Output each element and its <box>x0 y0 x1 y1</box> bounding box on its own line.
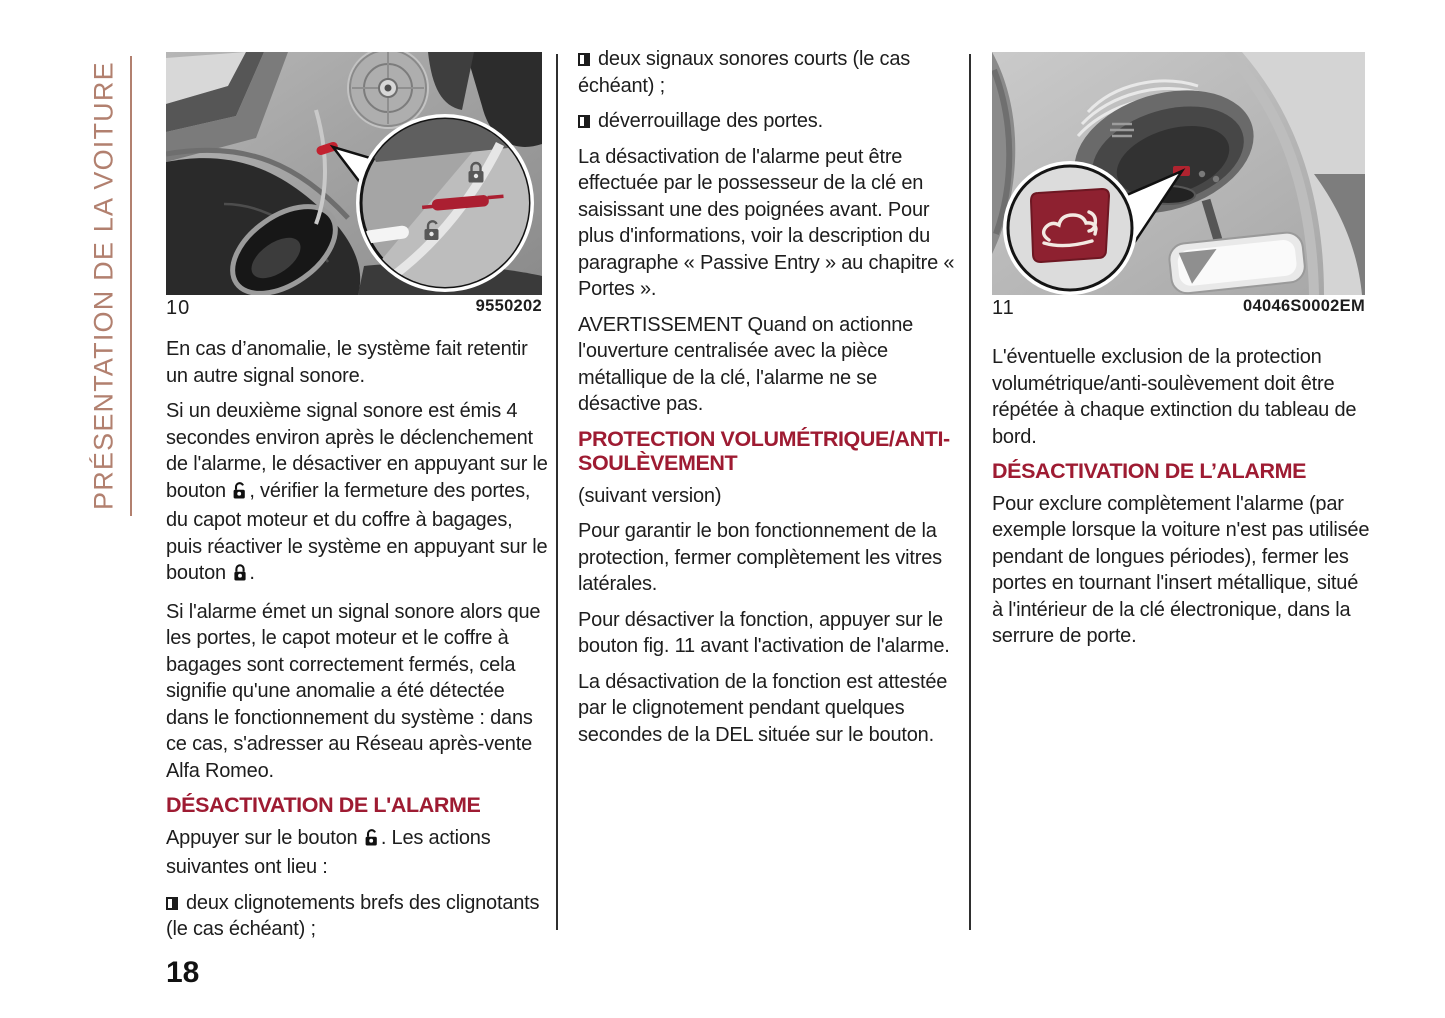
square-bullet-icon <box>166 897 178 910</box>
paragraph-text: La désactivation de la fonction est attestée par le clignotement pendant quelques secondes de la DEL située sur le bouton. <box>578 670 948 746</box>
paragraph-text: AVERTISSEMENT Quand on actionne l'ouverture centralisée avec la pièce métallique de la clé, l'alarme ne se désactive pas. <box>578 313 914 415</box>
paragraph <box>578 144 960 303</box>
paragraph-text: En cas d’anomalie, le système fait retentir un autre signal sonore. <box>166 338 528 387</box>
list-item <box>578 108 960 135</box>
paragraph-text: . Les actions suivantes ont lieu : <box>166 826 491 878</box>
list-item-text: déverrouillage des portes. <box>598 110 823 132</box>
column-divider <box>556 54 558 930</box>
paragraph-text: Pour désactiver la fonction, appuyer sur le bouton fig. 11 avant l'activation de l'alarme. <box>578 608 950 657</box>
paragraph-text: Si l'alarme émet un signal sonore alors que les portes, le capot moteur et le coffre à bagages sont correctement fermés, cela signifie qu'une anomalie a été détectée dans le fonctionnement du système : dans ce cas, s'adresser au Réseau après-vente Alfa Romeo. <box>166 600 541 782</box>
column-3 <box>992 344 1374 659</box>
chapter-title-rule <box>130 56 132 516</box>
figure-11-label: 11 <box>992 297 1015 319</box>
list-item-text: deux signaux sonores courts (le cas échéant) ; <box>578 48 911 97</box>
section-heading <box>578 427 960 476</box>
lock-closed-icon <box>232 563 248 590</box>
lock-open-icon <box>364 828 380 855</box>
column-1 <box>166 336 548 952</box>
paragraph <box>578 669 960 749</box>
paragraph <box>166 398 548 590</box>
paragraph-text: La désactivation de l'alarme peut être effectuée par le possesseur de la clé en saisissant une des poignées avant. Pour plus d'informations, voir la description du paragraphe « Passive Entry » au chapitre « Portes ». <box>578 145 955 300</box>
paragraph-text: L'éventuelle exclusion de la protection volumétrique/anti-soulèvement doit être répétée à chaque extinction du tableau de bord. <box>992 346 1357 448</box>
column-2 <box>578 46 960 757</box>
paragraph-text: Si un deuxième signal sonore est émis 4 secondes environ après le déclenchement de l'alarme, le désactiver en appuyant sur le bouton <box>166 400 548 502</box>
figure-11-image <box>992 52 1365 295</box>
section-heading-line1: PROTECTION VOLUMÉTRIQUE/ANTI- <box>578 426 950 451</box>
paragraph <box>166 336 548 389</box>
paragraph-text: Appuyer sur le bouton <box>166 826 363 849</box>
paragraph <box>992 344 1374 450</box>
paragraph <box>992 491 1374 650</box>
paragraph <box>578 518 960 598</box>
paragraph <box>166 825 548 881</box>
figure-10-code: 9550202 <box>475 297 542 315</box>
list-item-text: deux clignotements brefs des clignotants (le cas échéant) ; <box>166 891 540 940</box>
overhead-console-photo <box>992 52 1365 295</box>
paragraph-text: , vérifier la fermeture des portes, du capot moteur et du coffre à bagages, puis réactiver le système en appuyant sur le bouton <box>166 479 548 584</box>
chapter-title-vertical: PRÉSENTATION DE LA VOITURE <box>88 61 119 511</box>
figure-10-image <box>166 52 542 295</box>
figure-10-label: 10 <box>166 297 191 319</box>
paragraph-text: Pour garantir le bon fonctionnement de la protection, fermer complètement les vitres latérales. <box>578 520 942 595</box>
paragraph-text: Pour exclure complètement l'alarme (par exemple lorsque la voiture n'est pas utilisée pendant de longues périodes), fermer les portes en tournant l'insert métallique, situé à l'intérieur de la clé électronique, dans la serrure de porte. <box>992 492 1370 647</box>
section-heading-line2: SOULÈVEMENT <box>578 451 738 475</box>
column-divider <box>969 54 971 930</box>
page-number: 18 <box>166 956 200 989</box>
version-note <box>578 483 960 510</box>
paragraph <box>578 607 960 660</box>
figure-10-caption <box>166 297 542 320</box>
paragraph-text: . <box>249 562 255 584</box>
square-bullet-icon <box>578 115 590 128</box>
door-panel-photo <box>166 52 542 295</box>
section-heading: DÉSACTIVATION DE L'ALARME <box>166 793 481 817</box>
section-heading: DÉSACTIVATION DE L’ALARME <box>992 459 1307 483</box>
volumetric-protection-button <box>1031 189 1109 262</box>
version-note-text: (suivant version) <box>578 484 722 507</box>
paragraph <box>578 312 960 418</box>
list-item <box>578 46 960 99</box>
figure-11-caption <box>992 297 1365 320</box>
lock-open-icon <box>232 481 248 508</box>
figure-11-code: 04046S0002EM <box>1243 297 1365 315</box>
paragraph <box>166 599 548 785</box>
square-bullet-icon <box>578 53 590 66</box>
list-item <box>166 890 548 943</box>
